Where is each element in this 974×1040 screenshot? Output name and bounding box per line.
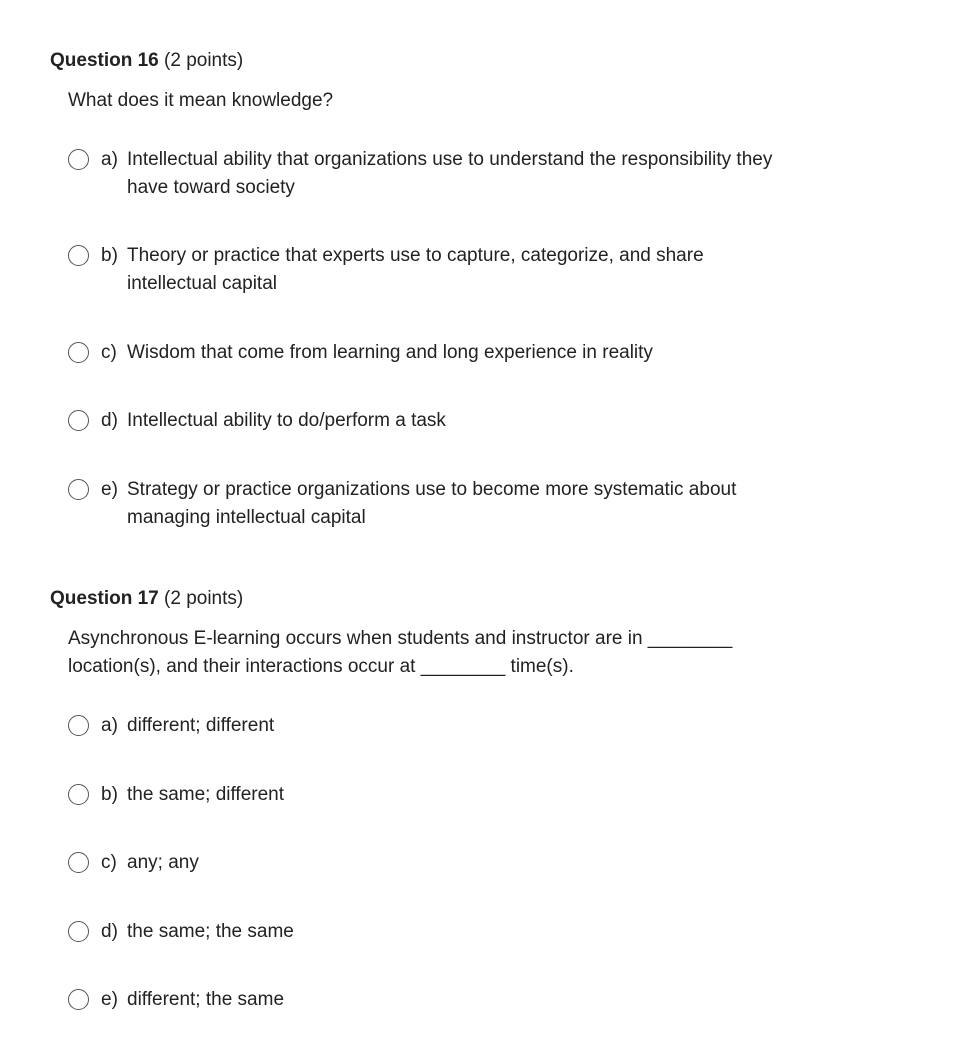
radio-button[interactable]: [68, 921, 89, 942]
question-16: [50, 49, 930, 528]
option-label: the same; different: [127, 784, 285, 805]
option-b[interactable]: [68, 781, 828, 809]
question-points: (2 points): [164, 50, 244, 71]
option-letter: e): [101, 479, 118, 500]
radio-button[interactable]: [68, 410, 89, 431]
option-label: the same; the same: [127, 921, 294, 942]
option-a[interactable]: [68, 712, 828, 740]
option-letter: b): [101, 784, 118, 805]
option-letter: c): [101, 852, 117, 873]
option-label: any; any: [127, 852, 199, 873]
option-label: different; the same: [127, 989, 285, 1010]
radio-button[interactable]: [68, 989, 89, 1010]
question-points: (2 points): [164, 588, 244, 609]
option-letter: e): [101, 989, 118, 1010]
option-label: Theory or practice that experts use to capture, categorize, and share intellectual capital: [127, 245, 704, 294]
radio-button[interactable]: [68, 852, 89, 873]
option-d[interactable]: [68, 407, 828, 435]
question-header: [50, 587, 930, 611]
option-label: Intellectual ability that organizations use to understand the responsibility they have toward society: [127, 149, 773, 198]
option-label: Wisdom that come from learning and long experience in reality: [127, 342, 653, 363]
option-letter: a): [101, 715, 118, 736]
question-prompt: Asynchronous E-learning occurs when students and instructor are in ________ location(s), and their interactions occur at ________ time(s).: [68, 628, 733, 677]
option-letter: b): [101, 245, 118, 266]
option-letter: d): [101, 410, 118, 431]
option-label: Intellectual ability to do/perform a task: [127, 410, 446, 431]
option-c[interactable]: [68, 849, 828, 877]
question-header: [50, 49, 930, 73]
option-a[interactable]: [68, 146, 828, 202]
option-e[interactable]: [68, 986, 828, 1014]
question-prompt: What does it mean knowledge?: [68, 90, 334, 111]
option-label: different; different: [127, 715, 275, 736]
option-c[interactable]: [68, 339, 828, 367]
question-17: [50, 587, 930, 1010]
radio-button[interactable]: [68, 784, 89, 805]
question-title: Question 16: [50, 50, 159, 71]
option-d[interactable]: [68, 918, 828, 946]
option-letter: c): [101, 342, 117, 363]
option-b[interactable]: [68, 242, 828, 298]
radio-button[interactable]: [68, 715, 89, 736]
option-letter: d): [101, 921, 118, 942]
question-title: Question 17: [50, 588, 159, 609]
radio-button[interactable]: [68, 479, 89, 500]
option-label: Strategy or practice organizations use to become more systematic about managing intellectual capital: [127, 479, 737, 528]
radio-button[interactable]: [68, 342, 89, 363]
radio-button[interactable]: [68, 149, 89, 170]
option-letter: a): [101, 149, 118, 170]
radio-button[interactable]: [68, 245, 89, 266]
option-e[interactable]: [68, 476, 828, 532]
